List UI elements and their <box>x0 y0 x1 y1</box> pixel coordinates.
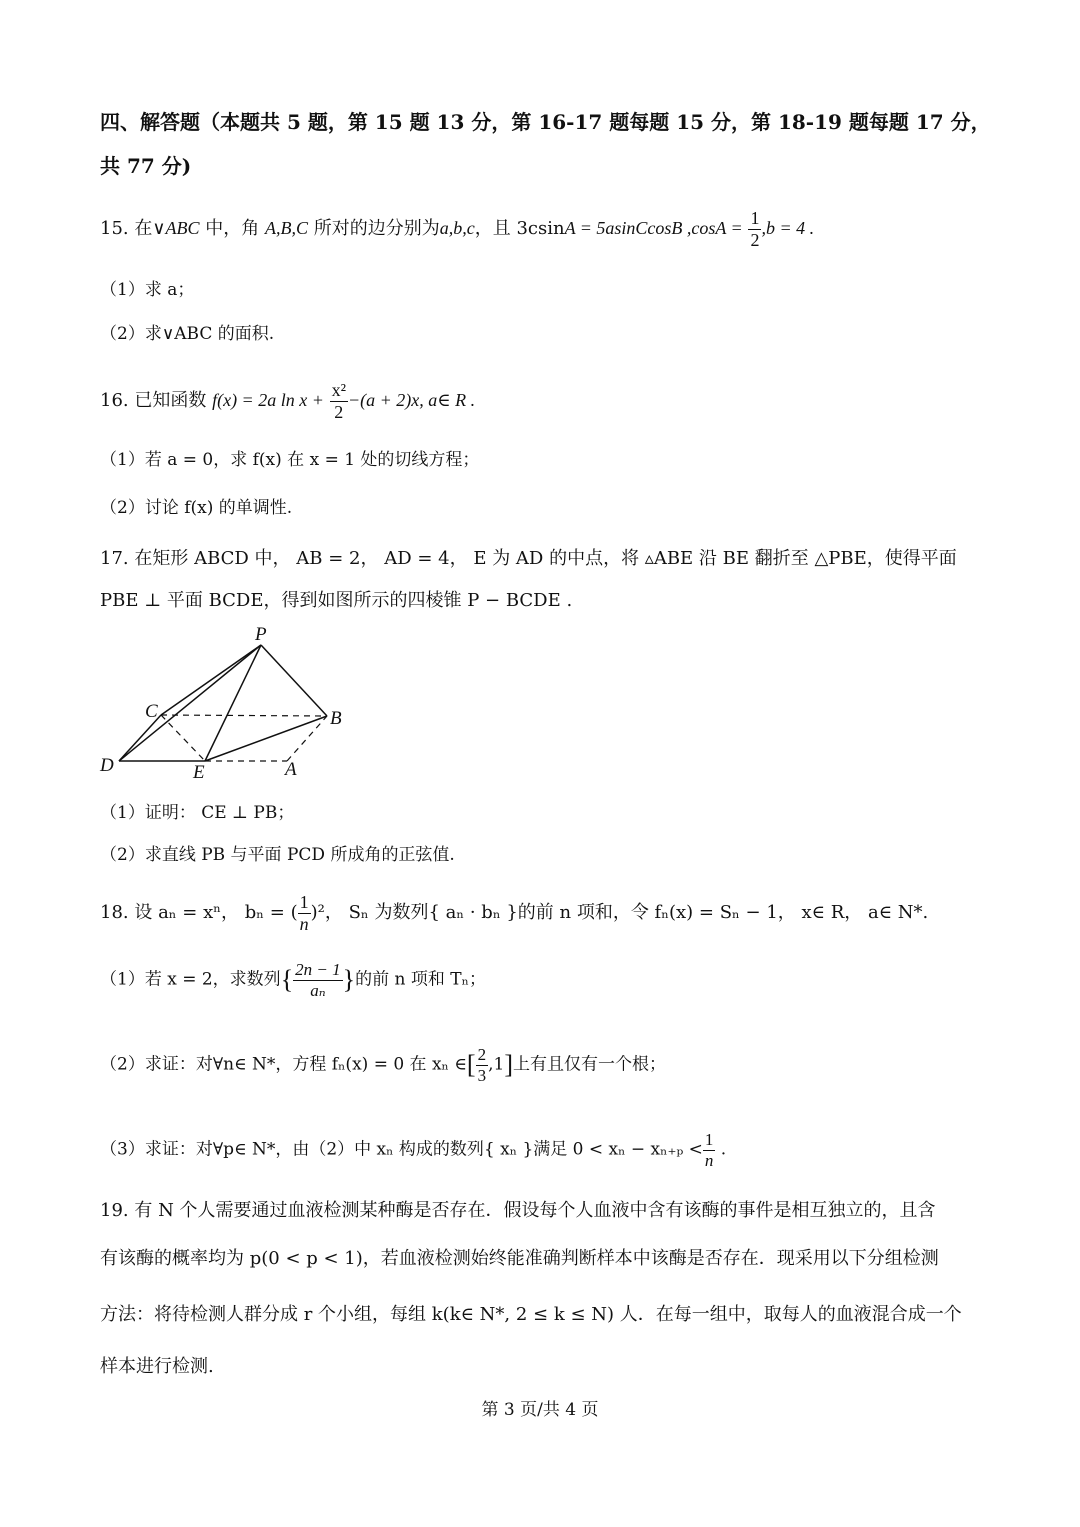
q18-bn-fraction: $\frac{1}{n}$ <box>299 892 309 934</box>
q17-part1: （1）证明： CE ⊥ PB； <box>100 803 295 823</box>
section-header-line2: 共 77 分) <box>100 154 192 178</box>
label-B: B <box>330 708 342 729</box>
q15-fraction: $\frac{1}{2}$ <box>750 208 760 250</box>
q18-part1-fraction: $\frac{2n - 1}{\text{aₙ}}$ <box>295 960 341 1000</box>
q18-part3: （3）求证：对∀p∈ N*，由（2）中 xₙ 构成的数列{ xₙ }满足 0 < xₙ − xₙ₊ₚ < $\frac{1}{n}$ . <box>100 1130 727 1170</box>
q17-part2: （2）求直线 PB 与平面 PCD 所成角的正弦值. <box>100 845 455 865</box>
page-footer: 第 3 页/共 4 页 <box>481 1400 599 1420</box>
q15-stem: 15. 在∨ABC 中，角 A,B,C 所对的边分别为a,b,c，且 3csinA = 5asinCcosB ,cosA = $\frac{1}{2}$ ,b = 4 . <box>100 208 815 250</box>
q19-line2: 有该酶的概率均为 p(0 < p < 1)，若血液检测始终能准确判断样本中该酶是否存在．现采用以下分组检测 <box>100 1248 939 1269</box>
q18-part2-fraction: $\frac{2}{3}$ <box>477 1045 487 1085</box>
label-P: P <box>255 625 267 645</box>
edge-PB <box>261 645 327 716</box>
section-header-line1: 四、解答题（本题共 5 题，第 15 题 13 分，第 16-17 题每题 15 分，第 18-19 题每题 17 分， <box>100 110 991 134</box>
q19-line1: 19. 有 N 个人需要通过血液检测某种酶是否存在．假设每个人血液中含有该酶的事件是相互独立的，且含 <box>100 1200 936 1221</box>
label-C: C <box>145 701 158 722</box>
q18-part2: （2）求证：对∀n∈ N*，方程 fₙ(x) = 0 在 xₙ ∈[ $\frac{2}{3}$ ,1]上有且仅有一个根； <box>100 1045 666 1085</box>
q15-part2: （2）求∨ABC 的面积. <box>100 324 275 344</box>
q16-part2: （2）讨论 f(x) 的单调性. <box>100 498 293 518</box>
label-E: E <box>193 762 205 783</box>
q18-stem: 18. 设 aₙ = xⁿ， bₙ = ( $\frac{1}{n}$ )²， Sₙ 为数列{ aₙ · bₙ }的前 n 项和，令 fₙ(x) = Sₙ − 1， x∈ R， a∈ N*. <box>100 892 929 934</box>
pyramid-figure <box>95 625 365 785</box>
q17-line2: PBE ⊥ 平面 BCDE，得到如图所示的四棱锥 P − BCDE . <box>100 590 573 611</box>
q17-line1: 17. 在矩形 ABCD 中， AB = 2， AD = 4， E 为 AD 的中点，将 ▵ABE 沿 BE 翻折至 △PBE，使得平面 <box>100 548 957 569</box>
q16-fraction: $\frac{\text{x²}}{2}$ <box>331 380 346 422</box>
q18-part1: （1）若 x = 2，求数列{ $\frac{2n - 1}{\text{aₙ}}$ }的前 n 项和 Tₙ； <box>100 960 486 1000</box>
label-A: A <box>285 759 297 780</box>
edge-CP <box>161 645 261 715</box>
q19-line4: 样本进行检测. <box>100 1356 214 1377</box>
q15-part1: （1）求 a； <box>100 280 195 300</box>
edge-CB <box>161 715 327 716</box>
label-D: D <box>100 755 114 776</box>
q18-part3-fraction: $\frac{1}{n}$ <box>704 1130 714 1170</box>
edge-DP <box>119 645 261 761</box>
q16-stem: 16. 已知函数 f(x) = 2a ln x + $\frac{\text{x²}}{2}$ −(a + 2)x, a∈ R . <box>100 380 476 422</box>
q19-line3: 方法：将待检测人群分成 r 个小组，每组 k(k∈ N*, 2 ≤ k ≤ N) 人．在每一组中，取每人的血液混合成一个 <box>100 1304 962 1325</box>
q16-part1: （1）若 a = 0，求 f(x) 在 x = 1 处的切线方程； <box>100 450 480 470</box>
